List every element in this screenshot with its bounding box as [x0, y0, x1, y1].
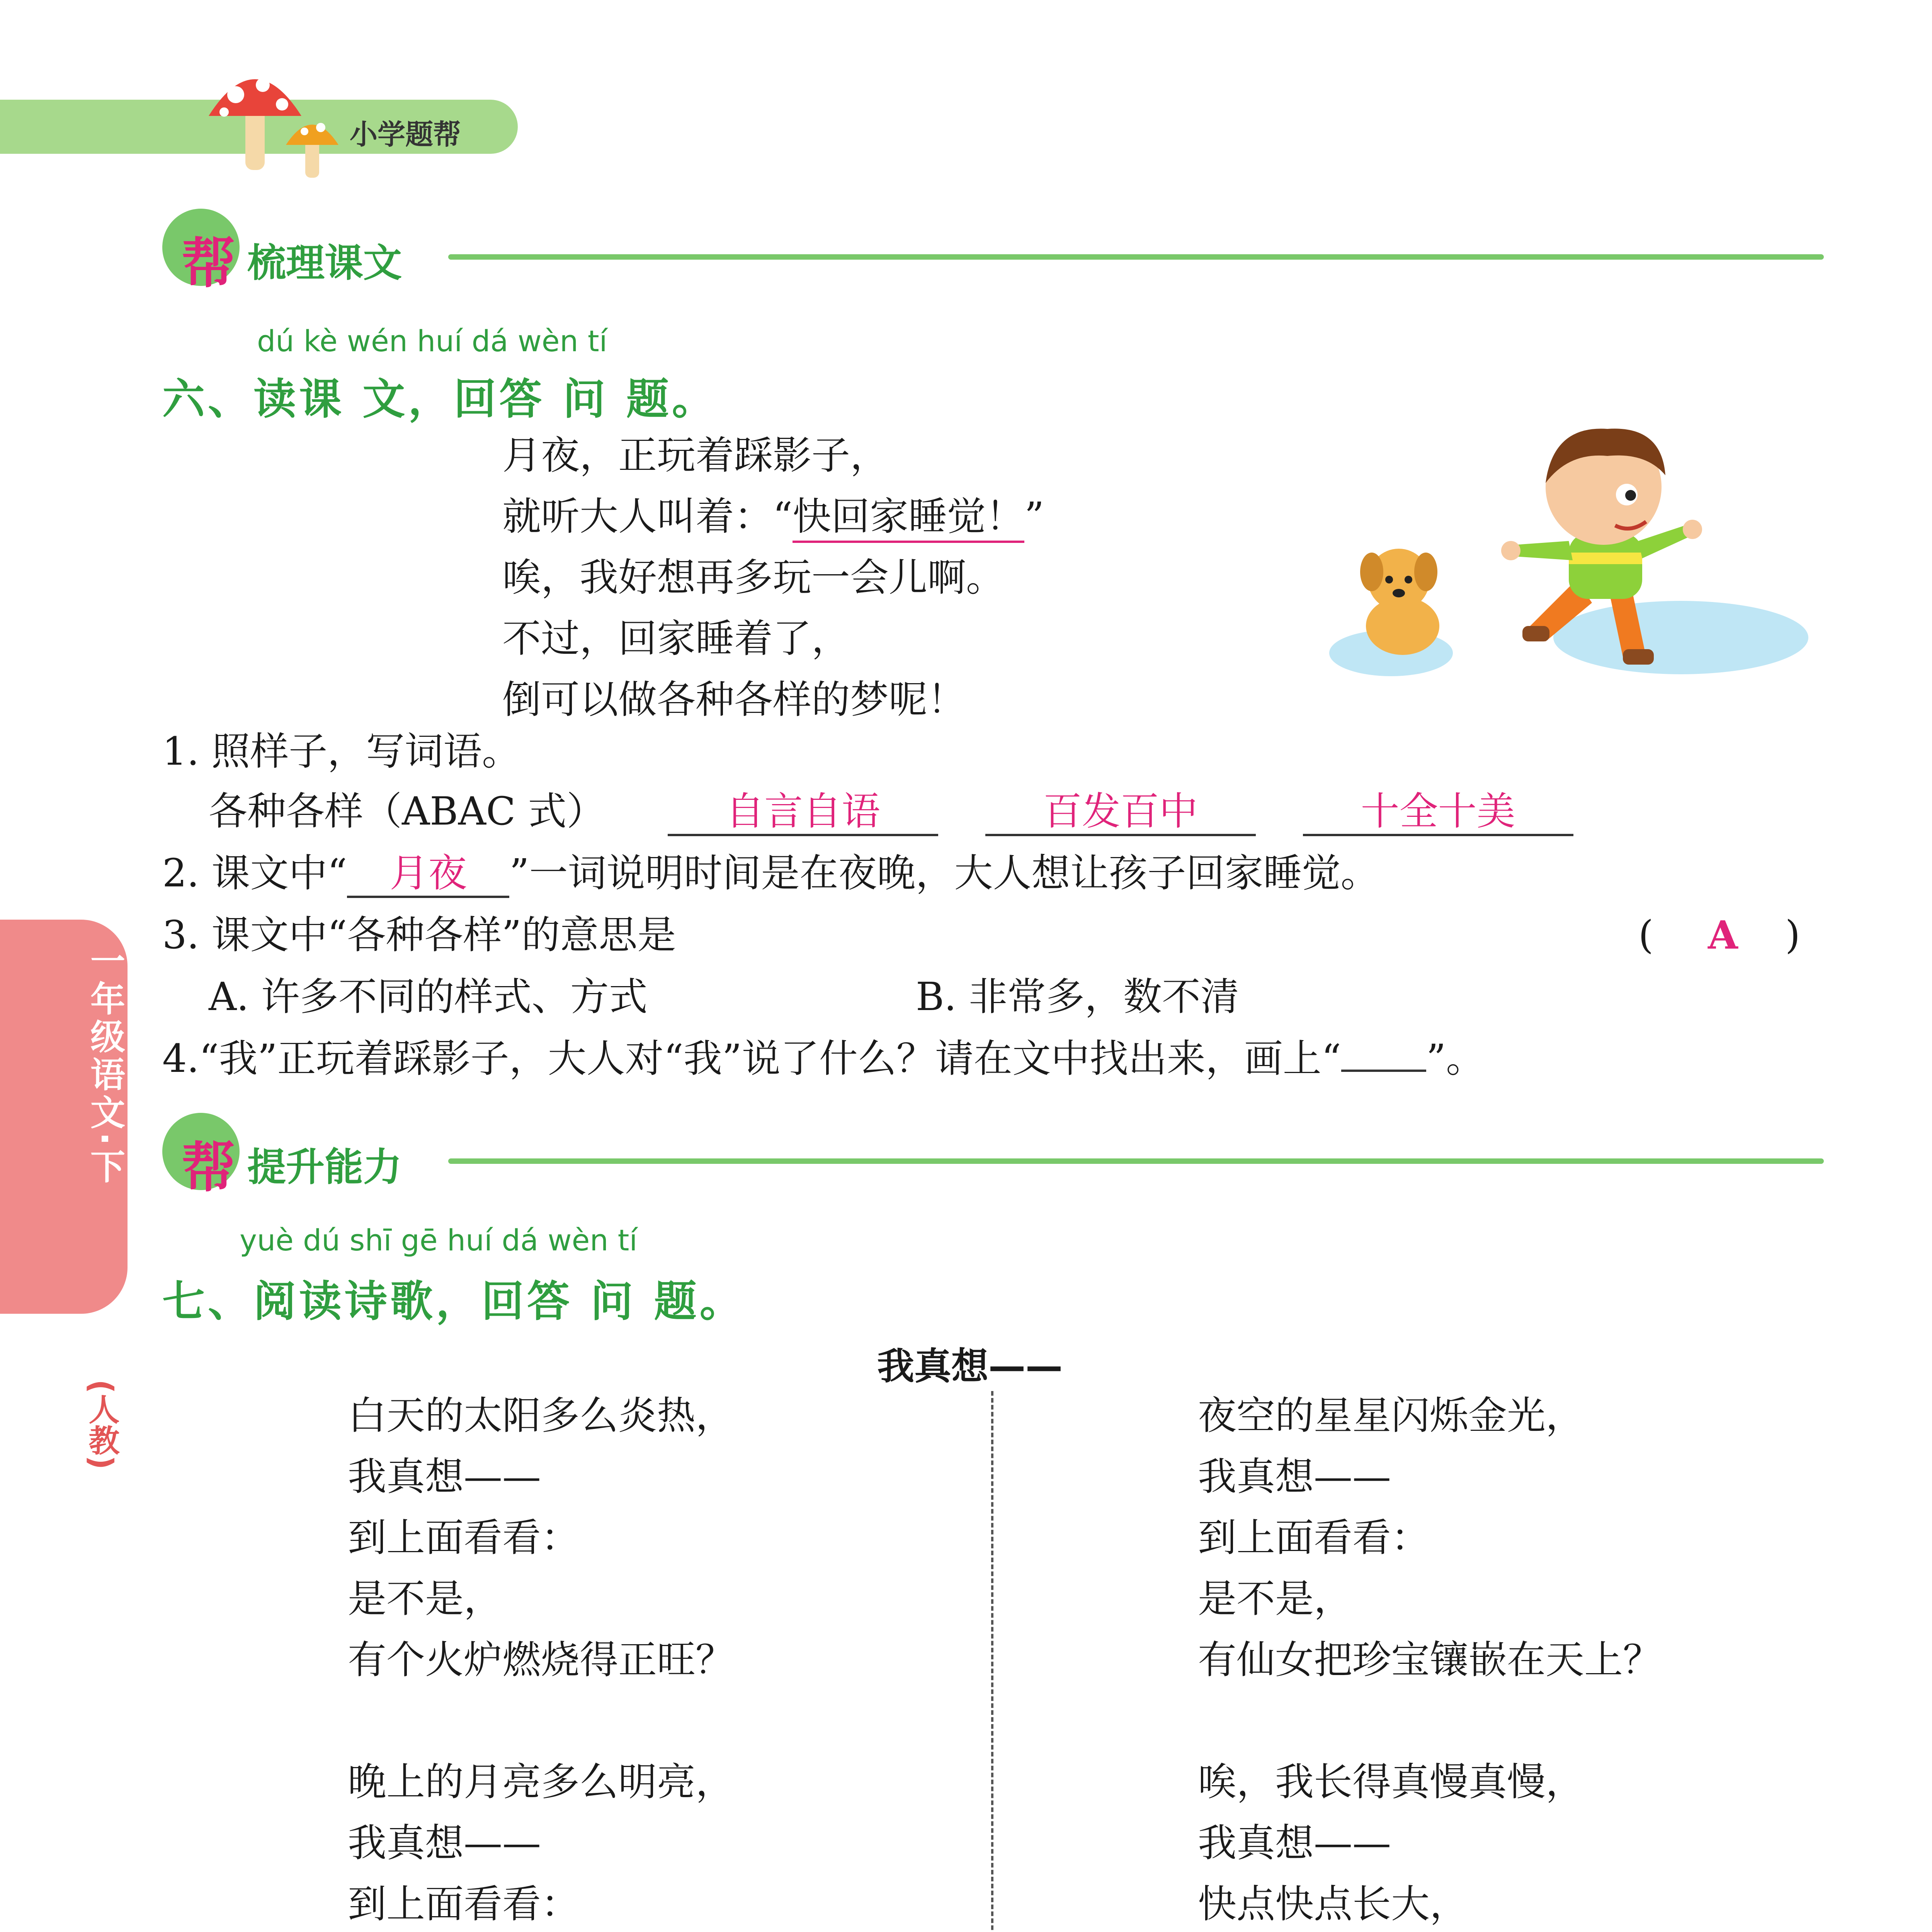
poem-divider — [991, 1391, 993, 1932]
q6-item3-answer[interactable]: A — [1708, 912, 1738, 958]
q6-item4: 4.“我”正玩着踩影子，大人对“我”说了什么？请在文中找出来，画上“ ”。 — [162, 1036, 1485, 1081]
passage-line: 唉，我好想再多玩一会儿啊。 — [502, 555, 1005, 600]
poem-line: 有仙女把珍宝镶嵌在天上？ — [1198, 1637, 1662, 1682]
poem-line: 白天的太阳多么炎热， — [348, 1393, 734, 1438]
passage-marked-quote: 快回家睡觉！ — [793, 494, 1024, 543]
poem-left-column — [348, 1385, 734, 1932]
section-title-2: 提升能力 — [247, 1145, 402, 1190]
q6-item3-option-a: A. 许多不同的样式、方式 — [209, 974, 648, 1019]
poem-line: 我真想—— — [1198, 1454, 1391, 1499]
passage-line: 月夜，正玩着踩影子， — [502, 433, 889, 478]
section-bang-1: 帮 — [182, 232, 236, 295]
q7-pinyin: yuè dú shī gē huí dá wèn tí — [240, 1223, 638, 1257]
q6-item4-blank[interactable] — [1341, 1066, 1426, 1072]
poem-line: 到上面看看： — [348, 1881, 580, 1927]
q6-item1-text: 1. 照样子，写词语。 — [162, 729, 521, 774]
q6-item3-paren-close: ) — [1785, 912, 1801, 957]
q6-item2-answer[interactable]: 月夜 — [347, 854, 509, 898]
brand-label: 小学题帮 — [350, 118, 461, 151]
q6-item2: 2. 课文中“ 月夜 ”一词说明时间是在夜晚，大人想让孩子回家睡觉。 — [162, 854, 1379, 898]
poem-line: 晚上的月亮多么明亮， — [348, 1759, 734, 1804]
side-tab-label: 一年级语文·下 — [84, 943, 125, 1187]
q6-item1-answer[interactable]: 十全十美 — [1303, 792, 1573, 836]
q6-item3-option-b: B. 非常多，数不清 — [916, 974, 1240, 1019]
q6-item1-row — [209, 789, 1573, 836]
poem-line: 是不是， — [348, 1576, 502, 1621]
q6-item3-paren-open: ( — [1638, 912, 1654, 957]
section-rule-2 — [448, 1158, 1824, 1164]
section-bang-2: 帮 — [182, 1136, 236, 1199]
poem-line: 到上面看看： — [348, 1515, 580, 1560]
q6-pinyin: dú kè wén huí dá wèn tí — [257, 324, 607, 358]
passage-line: 倒可以做各种各样的梦呢！ — [502, 677, 966, 722]
poem-line: 有个火炉燃烧得正旺？ — [348, 1637, 734, 1682]
poem-line: 到上面看看： — [1198, 1515, 1430, 1560]
side-tab-edition: (人教) — [83, 1379, 119, 1470]
section-rule-1 — [448, 254, 1824, 260]
poem-right-column — [1198, 1385, 1662, 1932]
poem-line: 我真想—— — [348, 1820, 541, 1866]
q6-item1-answer[interactable]: 百发百中 — [985, 792, 1256, 836]
q6-passage — [502, 425, 1044, 730]
poem-line: 快点快点长大， — [1198, 1881, 1468, 1927]
q6-item1-answer[interactable]: 自言自语 — [668, 792, 938, 836]
poem-line: 是不是， — [1198, 1576, 1352, 1621]
q6-item1-example: 各种各样（ABAC 式） — [209, 789, 605, 834]
boy-and-puppy-illustration — [1275, 410, 1816, 692]
mushroom-logo-icon — [201, 58, 348, 182]
passage-line: 就听大人叫着：“快回家睡觉！” — [502, 486, 1044, 547]
q6-item3-text: 3. 课文中“各种各样”的意思是 — [162, 912, 676, 957]
q6-heading: 六、读课 文，回答 问 题。 — [162, 374, 718, 424]
poem-line: 我真想—— — [1198, 1820, 1391, 1866]
poem-line: 我真想—— — [348, 1454, 541, 1499]
poem-line: 夜空的星星闪烁金光， — [1198, 1393, 1584, 1438]
q7-heading: 七、阅读诗歌，回答 问 题。 — [162, 1277, 745, 1326]
poem-title: 我真想—— — [877, 1345, 1063, 1388]
section-title-1: 梳理课文 — [247, 240, 402, 286]
passage-line: 不过，回家睡着了， — [502, 616, 850, 661]
poem-line: 唉，我长得真慢真慢， — [1198, 1759, 1584, 1804]
